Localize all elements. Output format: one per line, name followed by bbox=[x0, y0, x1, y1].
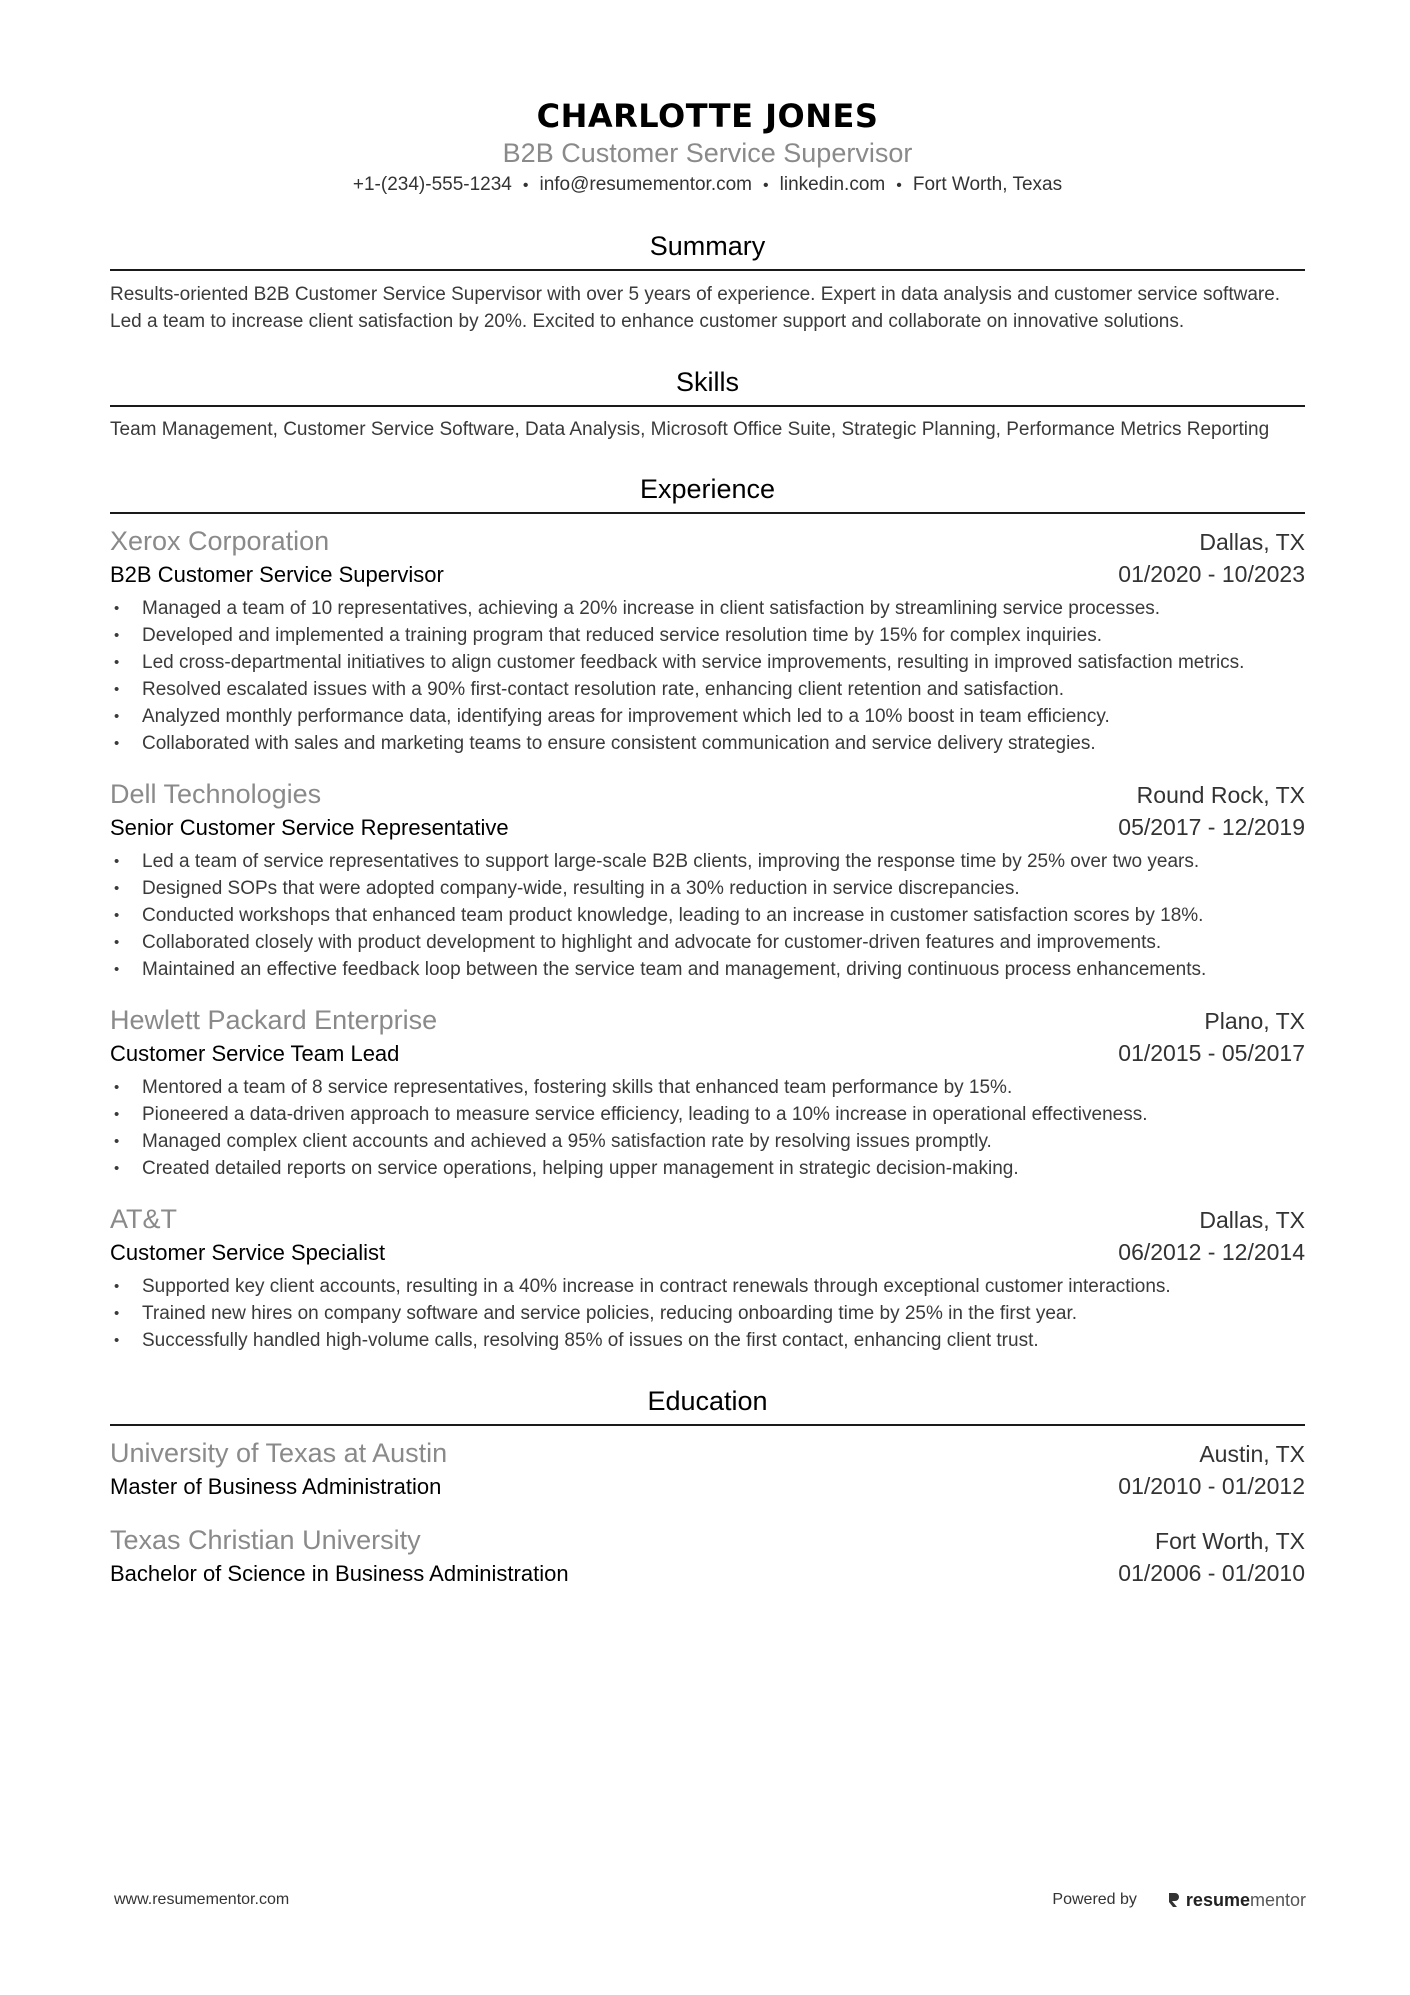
job-dates: 01/2015 - 05/2017 bbox=[1118, 1040, 1305, 1066]
achievement-text: Pioneered a data-driven approach to measure service efficiency, leading to a 10% increase in operational effectiveness. bbox=[142, 1104, 1148, 1125]
job-location: Plano, TX bbox=[1204, 1008, 1305, 1034]
achievement-text: Resolved escalated issues with a 90% first-contact resolution rate, enhancing client retention and satisfaction. bbox=[142, 679, 1065, 700]
entry-header-row bbox=[110, 777, 1305, 811]
entry-header-row bbox=[110, 1523, 1305, 1557]
job-title: Customer Service Team Lead bbox=[110, 1041, 400, 1066]
company-name: Dell Technologies bbox=[110, 779, 322, 809]
section-heading-summary: Summary bbox=[110, 229, 1305, 271]
education-section bbox=[110, 1384, 1305, 1590]
achievement-item bbox=[110, 595, 1305, 622]
achievement-text: Managed a team of 10 representatives, achieving a 20% increase in client satisfaction by streamlining service processes. bbox=[142, 598, 1161, 619]
achievement-text: Collaborated closely with product development to highlight and advocate for customer-driven features and improvements. bbox=[142, 932, 1162, 953]
bullet-separator: • bbox=[896, 177, 902, 194]
skills-text: Team Management, Customer Service Software, Data Analysis, Microsoft Office Suite, Strategic Planning, Performance Metrics Reporting bbox=[110, 419, 1270, 440]
entry-subheader-row bbox=[110, 1037, 1305, 1070]
page-footer bbox=[114, 1885, 1306, 1915]
bullet-dot-icon: • bbox=[114, 1133, 120, 1150]
job-dates: 01/2020 - 10/2023 bbox=[1118, 561, 1305, 587]
bullet-dot-icon: • bbox=[114, 1305, 120, 1322]
achievement-item bbox=[110, 929, 1305, 956]
powered-by-label: Powered by bbox=[1052, 1891, 1137, 1908]
job-dates: 06/2012 - 12/2014 bbox=[1118, 1239, 1305, 1265]
resume-header bbox=[110, 96, 1305, 199]
achievement-list bbox=[110, 595, 1305, 757]
school-name: Texas Christian University bbox=[110, 1525, 421, 1555]
brand-name-bold: resume bbox=[1185, 1889, 1250, 1910]
bullet-dot-icon: • bbox=[114, 654, 120, 671]
achievement-item bbox=[110, 1128, 1305, 1155]
achievement-item bbox=[110, 622, 1305, 649]
bullet-dot-icon: • bbox=[114, 1278, 120, 1295]
achievement-list bbox=[110, 1074, 1305, 1182]
entry-header-row bbox=[110, 1003, 1305, 1037]
job-location: Dallas, TX bbox=[1199, 1207, 1305, 1233]
candidate-title: B2B Customer Service Supervisor bbox=[502, 138, 913, 168]
resumementor-logo-icon bbox=[1167, 1891, 1181, 1909]
bullet-dot-icon: • bbox=[114, 907, 120, 924]
education-entry bbox=[110, 1523, 1305, 1590]
brand-logo[interactable] bbox=[1167, 1890, 1306, 1911]
company-name: Hewlett Packard Enterprise bbox=[110, 1005, 438, 1035]
achievement-item bbox=[110, 649, 1305, 676]
achievement-item bbox=[110, 1327, 1305, 1354]
footer-site-link[interactable]: www.resumementor.com bbox=[114, 1891, 290, 1908]
experience-entry bbox=[110, 524, 1305, 757]
achievement-item bbox=[110, 902, 1305, 929]
school-location: Austin, TX bbox=[1199, 1441, 1305, 1467]
experience-list bbox=[110, 524, 1305, 1354]
achievement-list bbox=[110, 848, 1305, 983]
job-location: Round Rock, TX bbox=[1136, 782, 1305, 808]
achievement-text: Led cross-departmental initiatives to align customer feedback with service improvements, resulting in improved satisfaction metrics. bbox=[142, 652, 1245, 673]
bullet-dot-icon: • bbox=[114, 735, 120, 752]
skills-section bbox=[110, 365, 1305, 442]
achievement-text: Developed and implemented a training program that reduced service resolution time by 15% for complex inquiries. bbox=[142, 625, 1103, 646]
bullet-dot-icon: • bbox=[114, 1079, 120, 1096]
bullet-dot-icon: • bbox=[114, 600, 120, 617]
achievement-item bbox=[110, 1300, 1305, 1327]
achievement-text: Successfully handled high-volume calls, resolving 85% of issues on the first contact, enhancing client trust. bbox=[142, 1330, 1039, 1351]
achievement-item bbox=[110, 676, 1305, 703]
job-title: Senior Customer Service Representative bbox=[110, 815, 509, 840]
entry-subheader-row bbox=[110, 1470, 1305, 1503]
education-entry bbox=[110, 1436, 1305, 1503]
achievement-item bbox=[110, 1155, 1305, 1182]
achievement-text: Designed SOPs that were adopted company-wide, resulting in a 30% reduction in service discrepancies. bbox=[142, 878, 1020, 899]
achievement-list bbox=[110, 1273, 1305, 1354]
contact-phone: +1-(234)-555-1234 bbox=[352, 174, 512, 195]
bullet-dot-icon: • bbox=[114, 853, 120, 870]
education-list bbox=[110, 1436, 1305, 1590]
school-name: University of Texas at Austin bbox=[110, 1438, 448, 1468]
education-dates: 01/2006 - 01/2010 bbox=[1118, 1560, 1305, 1586]
degree-name: Bachelor of Science in Business Administration bbox=[110, 1561, 569, 1586]
entry-subheader-row bbox=[110, 1236, 1305, 1269]
powered-by bbox=[1052, 1890, 1306, 1911]
entry-header-row bbox=[110, 1202, 1305, 1236]
contact-line bbox=[110, 172, 1305, 199]
school-location: Fort Worth, TX bbox=[1155, 1528, 1305, 1554]
achievement-item bbox=[110, 875, 1305, 902]
bullet-dot-icon: • bbox=[114, 934, 120, 951]
job-dates: 05/2017 - 12/2019 bbox=[1118, 814, 1305, 840]
achievement-text: Supported key client accounts, resulting in a 40% increase in contract renewals through exceptional customer interactions. bbox=[142, 1276, 1171, 1297]
job-title: B2B Customer Service Supervisor bbox=[110, 562, 444, 587]
contact-linkedin[interactable]: linkedin.com bbox=[779, 174, 886, 195]
achievement-item bbox=[110, 848, 1305, 875]
bullet-dot-icon: • bbox=[114, 708, 120, 725]
bullet-dot-icon: • bbox=[114, 627, 120, 644]
entry-subheader-row bbox=[110, 811, 1305, 844]
experience-entry bbox=[110, 1003, 1305, 1182]
achievement-text: Mentored a team of 8 service representatives, fostering skills that enhanced team performance by 15%. bbox=[142, 1077, 1013, 1098]
job-location: Dallas, TX bbox=[1199, 529, 1305, 555]
experience-entry bbox=[110, 1202, 1305, 1354]
achievement-item bbox=[110, 1273, 1305, 1300]
bullet-dot-icon: • bbox=[114, 1332, 120, 1349]
resume-page bbox=[110, 96, 1305, 1590]
section-heading-skills: Skills bbox=[110, 365, 1305, 407]
entry-header-row bbox=[110, 1436, 1305, 1470]
experience-entry bbox=[110, 777, 1305, 983]
contact-location: Fort Worth, Texas bbox=[912, 174, 1063, 195]
candidate-name: CHARLOTTE JONES bbox=[536, 97, 879, 135]
achievement-text: Analyzed monthly performance data, identifying areas for improvement which led to a 10% boost in team efficiency. bbox=[142, 706, 1110, 727]
achievement-text: Managed complex client accounts and achieved a 95% satisfaction rate by resolving issues promptly. bbox=[142, 1131, 992, 1152]
achievement-text: Conducted workshops that enhanced team product knowledge, leading to an increase in customer satisfaction scores by 18%. bbox=[142, 905, 1204, 926]
achievement-text: Maintained an effective feedback loop between the service team and management, driving continuous process enhancements. bbox=[142, 959, 1207, 980]
entry-subheader-row bbox=[110, 558, 1305, 591]
brand-name-regular: mentor bbox=[1249, 1889, 1306, 1910]
achievement-item bbox=[110, 956, 1305, 983]
bullet-dot-icon: • bbox=[114, 1106, 120, 1123]
achievement-item bbox=[110, 703, 1305, 730]
company-name: AT&T bbox=[110, 1204, 177, 1234]
achievement-text: Led a team of service representatives to support large-scale B2B clients, improving the response time by 25% over two years. bbox=[142, 851, 1200, 872]
experience-section bbox=[110, 472, 1305, 1354]
bullet-dot-icon: • bbox=[114, 681, 120, 698]
achievement-text: Collaborated with sales and marketing teams to ensure consistent communication and service delivery strategies. bbox=[142, 733, 1096, 754]
achievement-item bbox=[110, 1074, 1305, 1101]
contact-email[interactable]: info@resumementor.com bbox=[539, 174, 753, 195]
bullet-dot-icon: • bbox=[114, 961, 120, 978]
entry-header-row bbox=[110, 524, 1305, 558]
bullet-dot-icon: • bbox=[114, 1160, 120, 1177]
bullet-separator: • bbox=[763, 177, 769, 194]
achievement-text: Created detailed reports on service operations, helping upper management in strategic decision-making. bbox=[142, 1158, 1019, 1179]
bullet-separator: • bbox=[522, 177, 529, 194]
education-dates: 01/2010 - 01/2012 bbox=[1118, 1473, 1305, 1499]
section-heading-experience: Experience bbox=[110, 472, 1305, 514]
summary-section bbox=[110, 229, 1305, 335]
company-name: Xerox Corporation bbox=[110, 526, 330, 556]
job-title: Customer Service Specialist bbox=[110, 1240, 386, 1265]
bullet-dot-icon: • bbox=[114, 880, 120, 897]
degree-name: Master of Business Administration bbox=[110, 1474, 442, 1499]
achievement-item bbox=[110, 1101, 1305, 1128]
achievement-text: Trained new hires on company software and service policies, reducing onboarding time by 25% in the first year. bbox=[142, 1303, 1078, 1324]
summary-text: Results-oriented B2B Customer Service Supervisor with over 5 years of experience. Expert in data analysis and customer service software. Led a team to increase client satisfaction by 20%. Excited to enhance customer support and collaborate on innovative solutions. bbox=[110, 284, 1281, 332]
achievement-item bbox=[110, 730, 1305, 757]
entry-subheader-row bbox=[110, 1557, 1305, 1590]
section-heading-education: Education bbox=[110, 1384, 1305, 1426]
